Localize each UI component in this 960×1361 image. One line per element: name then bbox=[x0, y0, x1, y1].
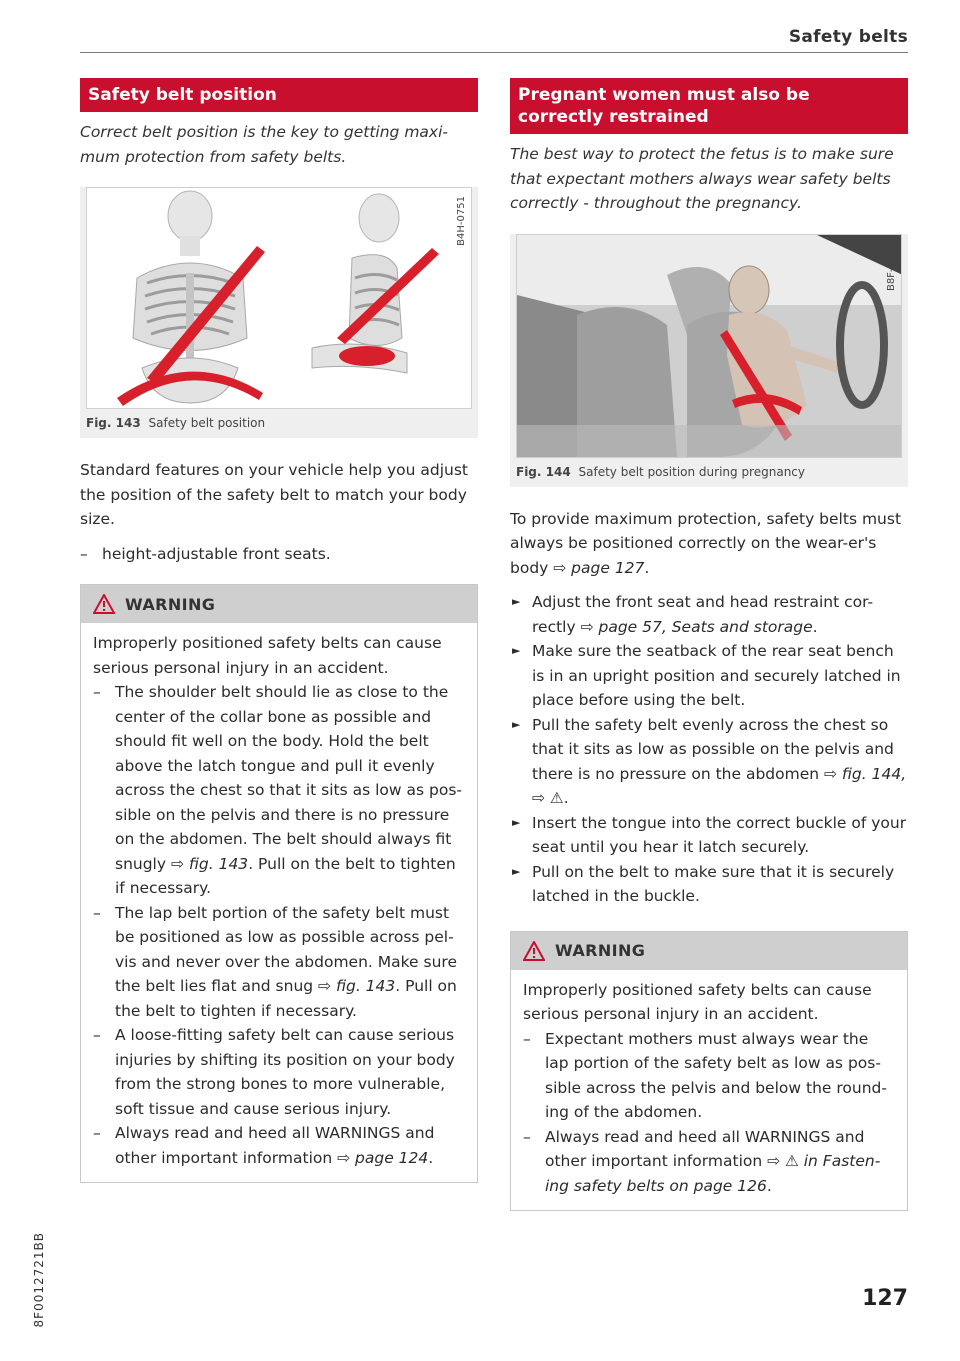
warning-item: – The shoulder belt should lie as close to the center of the collar bone as possible and should fit well on the body. Hold the belt above the latch tongue and pull it evenly across the chest so that it sits as low as pos-sible on the pelvis and there is no pressure on the abdomen. The belt should always fit snugly ⇨ fig. 143. Pull on the belt to tighten if necessary. bbox=[93, 683, 462, 897]
warning-label: WARNING bbox=[555, 941, 646, 960]
step-item: ► Make sure the seatback of the rear seat bench is in an upright position and securely latched in place before using the belt. bbox=[510, 639, 908, 713]
warning-item: – Always read and heed all WARNINGS and other important information ⇨ page 124. bbox=[93, 1124, 435, 1167]
figure-number: Fig. 144 bbox=[516, 464, 571, 479]
warning-label: WARNING bbox=[125, 594, 216, 614]
warning-item: – Expectant mothers must always wear the lap portion of the safety belt as low as pos-sible across the pelvis and below the round-ing of the abdomen. bbox=[523, 1029, 887, 1121]
document-code: 8F0012721BB bbox=[32, 1232, 46, 1328]
section-title: Pregnant women must also be correctly restrained bbox=[510, 78, 908, 134]
warning-body bbox=[511, 970, 907, 1211]
figure-caption bbox=[510, 458, 908, 487]
warning-triangle-icon bbox=[93, 594, 115, 614]
step-marker-icon: ► bbox=[512, 864, 521, 878]
figure-caption bbox=[80, 409, 478, 438]
step-marker-icon: ► bbox=[512, 595, 521, 608]
figure-code: B8F-0263 bbox=[886, 242, 897, 291]
intro-paragraph: Standard features on your vehicle help you adjust the position of the safety belt to match your body size. bbox=[80, 461, 469, 528]
cross-reference-link[interactable]: ⇨ fig. 143 bbox=[318, 977, 396, 995]
cross-reference-link[interactable]: ⇨ fig. 144, ⇨ ⚠ bbox=[532, 764, 907, 807]
warning-intro: Improperly positioned safety belts can cause serious personal injury in an accident. bbox=[93, 634, 442, 677]
warning-header bbox=[81, 585, 477, 623]
page-number: 127 bbox=[862, 1286, 908, 1311]
cross-reference-link[interactable]: ⇨ page 124 bbox=[337, 1148, 429, 1167]
dash-marker: – bbox=[80, 544, 88, 563]
warning-body bbox=[81, 623, 477, 1182]
step-item: ► Pull on the belt to make sure that it is securely latched in the buckle. bbox=[510, 860, 908, 909]
warning-item: – A loose-fitting safety belt can cause serious injuries by shifting its position on your body from the strong bones to more vulnerable, soft tissue and cause serious injury. bbox=[93, 1026, 455, 1118]
figure-code: B4H-0751 bbox=[456, 196, 467, 246]
feature-list-text: height-adjustable front seats. bbox=[102, 544, 331, 563]
step-marker-icon: ► bbox=[512, 815, 521, 829]
figure-caption-text: Safety belt position during pregnancy bbox=[578, 464, 805, 479]
warning-triangle-icon bbox=[523, 941, 545, 961]
step-marker-icon: ► bbox=[512, 644, 521, 657]
cross-reference-link[interactable]: ⇨ page 57, Seats and storage bbox=[580, 617, 813, 636]
running-header: Safety belts bbox=[788, 27, 908, 47]
warning-item: – Always read and heed all WARNINGS and other important information ⇨ ⚠ in Fasten-ing safety belts on page 126. bbox=[523, 1127, 881, 1195]
step-marker-icon: ► bbox=[512, 717, 521, 731]
section-lead: Correct belt position is the key to getting maxi-mum protection from safety belts. bbox=[80, 123, 448, 166]
warning-box bbox=[510, 931, 908, 1212]
warning-item: – The lap belt portion of the safety belt must be positioned as low as possible across pel-vis and never over the abdomen. Make sure the belt lies flat and snug ⇨ fig. 143. Pull on the belt to tighten if necessary. bbox=[93, 903, 457, 1020]
warning-intro: Improperly positioned safety belts can cause serious personal injury in an accident. bbox=[523, 980, 872, 1023]
cross-reference-link[interactable]: ⇨ fig. 143 bbox=[170, 854, 249, 873]
step-item: ► Insert the tongue into the correct buckle of your seat until you hear it latch securely. bbox=[510, 811, 908, 860]
header-rule bbox=[80, 52, 908, 53]
intro-paragraph: To provide maximum protection, safety belts must always be positioned correctly on the wear-er's body ⇨ page 127. bbox=[510, 509, 902, 577]
skeleton-belt-illustration bbox=[86, 187, 472, 409]
figure-143 bbox=[80, 187, 478, 438]
cross-reference-link[interactable]: ⇨ page 127 bbox=[553, 558, 645, 577]
cross-reference-link[interactable]: ⇨ ⚠ in Fasten-ing safety belts on page 126 bbox=[545, 1152, 881, 1195]
warning-box bbox=[80, 584, 478, 1183]
step-item: ► Adjust the front seat and head restraint cor-rectly ⇨ page 57, Seats and storage. bbox=[510, 590, 908, 639]
section-lead: The best way to protect the fetus is to make sure that expectant mothers always wear safety belts correctly - throughout the pregnancy. bbox=[510, 145, 894, 212]
step-item: ► Pull the safety belt evenly across the chest so that it sits as low as possible on the pelvis and there is no pressure on the abdomen ⇨ fig. 144, ⇨ ⚠. bbox=[510, 713, 908, 811]
warning-header bbox=[511, 932, 907, 970]
right-column bbox=[510, 78, 908, 1211]
figure-144 bbox=[510, 234, 908, 487]
skeleton-illustration-svg bbox=[87, 188, 472, 408]
section-title: Safety belt position bbox=[80, 78, 478, 112]
figure-caption-text: Safety belt position bbox=[148, 416, 266, 430]
figure-number: Fig. 143 bbox=[86, 416, 141, 430]
car-interior-illustration-svg bbox=[517, 235, 902, 457]
pregnant-driver-illustration bbox=[516, 234, 902, 458]
feature-list-item bbox=[80, 542, 478, 567]
left-column bbox=[80, 78, 478, 1183]
